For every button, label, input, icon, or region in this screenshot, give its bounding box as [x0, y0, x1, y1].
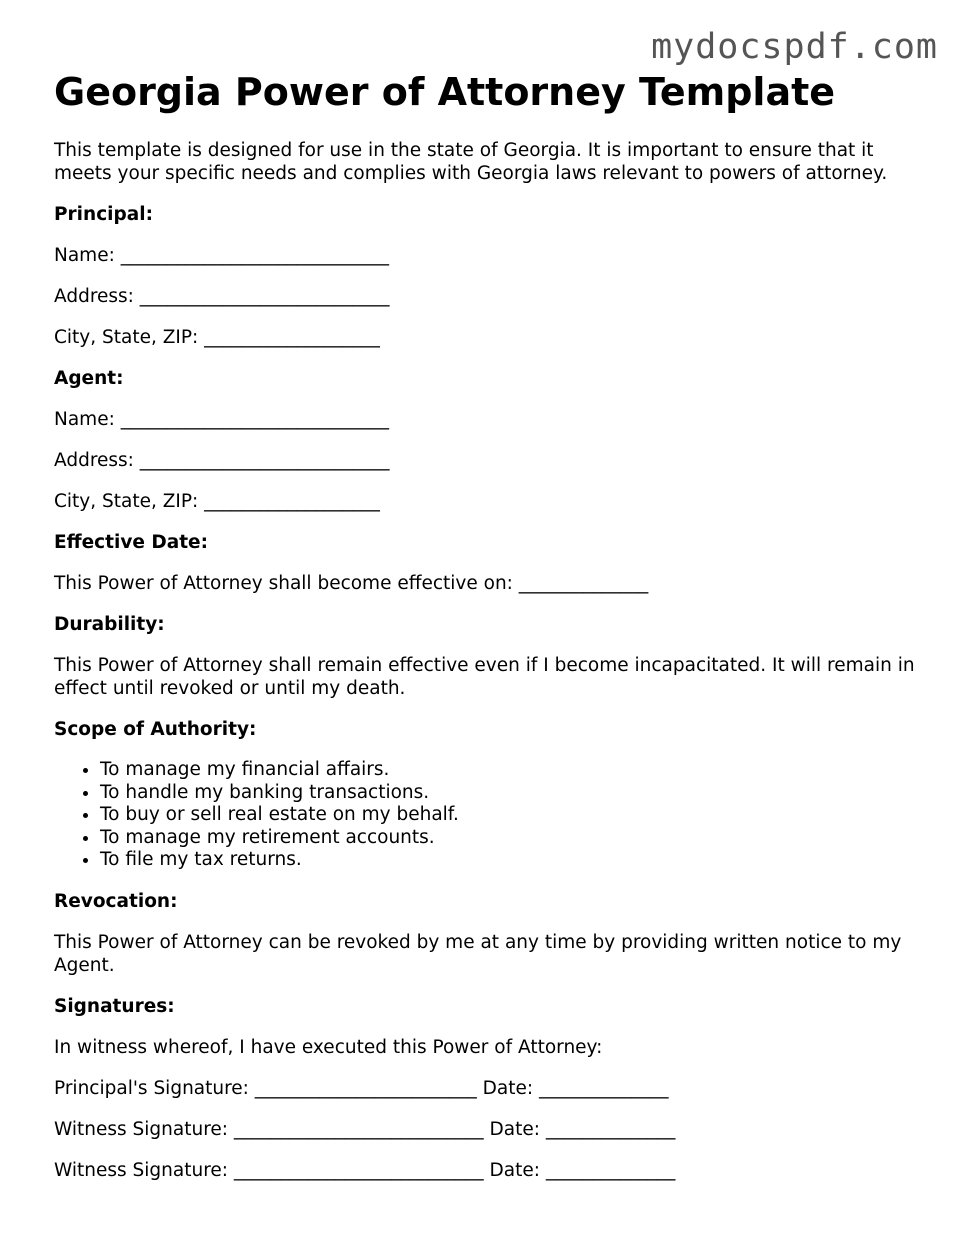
principal-heading: Principal: [54, 204, 153, 225]
scope-item: • To manage my financial affairs. [100, 759, 924, 782]
principal-signature-line: Principal's Signature: ________________________ Date: ______________ [54, 1077, 669, 1099]
agent-address-field: Address: ___________________________ [54, 450, 390, 471]
durability-heading: Durability: [54, 614, 165, 635]
principal-address-field: Address: ___________________________ [54, 286, 390, 307]
effective-date-heading: Effective Date: [54, 532, 208, 553]
intro-paragraph: This template is designed for use in the state of Georgia. It is important to ensure that it meets your specific needs and complies with Georgia laws relevant to powers of attorney. [54, 140, 888, 184]
principal-city-field: City, State, ZIP: ___________________ [54, 327, 380, 348]
durability-paragraph: This Power of Attorney shall remain effective even if I become incapacitated. It will remain in effect until revoked or until my death. [54, 655, 915, 699]
revocation-heading: Revocation: [54, 890, 178, 912]
agent-name-field: Name: _____________________________ [54, 409, 389, 430]
scope-item: • To buy or sell real estate on my behalf. [100, 804, 924, 827]
witness-signature-line-2: Witness Signature: ___________________________ Date: ______________ [54, 1159, 676, 1181]
agent-heading: Agent: [54, 368, 124, 389]
witness-signature-line-1: Witness Signature: ___________________________ Date: ______________ [54, 1118, 676, 1140]
signatures-heading: Signatures: [54, 995, 175, 1017]
scope-list [54, 759, 924, 872]
scope-item: • To handle my banking transactions. [100, 782, 924, 805]
principal-name-field: Name: _____________________________ [54, 245, 389, 266]
signatures-intro: In witness whereof, I have executed this Power of Attorney: [54, 1036, 603, 1058]
page-title: Georgia Power of Attorney Template [54, 70, 836, 114]
revocation-paragraph: This Power of Attorney can be revoked by me at any time by providing written notice to my Agent. [54, 931, 902, 976]
scope-item: • To file my tax returns. [100, 849, 924, 872]
effective-date-field: This Power of Attorney shall become effective on: ______________ [54, 573, 649, 594]
document-page [54, 70, 924, 1182]
scope-heading: Scope of Authority: [54, 719, 257, 740]
scope-item: • To manage my retirement accounts. [100, 827, 924, 850]
watermark: mydocspdf.com [651, 27, 938, 67]
agent-city-field: City, State, ZIP: ___________________ [54, 491, 380, 512]
